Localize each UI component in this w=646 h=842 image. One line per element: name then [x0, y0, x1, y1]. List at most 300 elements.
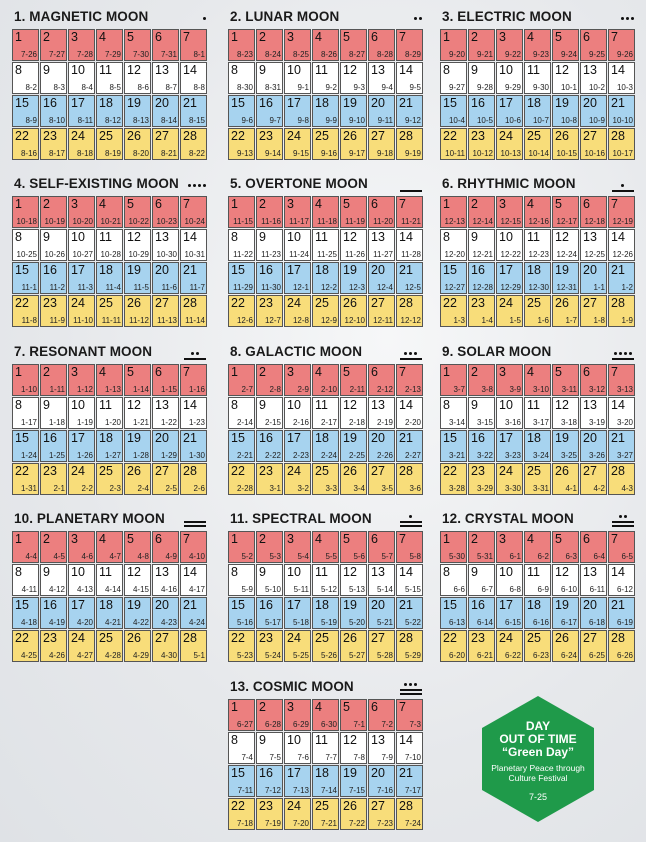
day-number: 8 [443, 565, 450, 579]
day-number: 26 [343, 464, 357, 478]
day-number: 27 [371, 464, 385, 478]
day-cell [496, 295, 523, 327]
day-cell [396, 531, 423, 563]
day-number: 21 [399, 431, 413, 445]
day-cell [180, 128, 207, 160]
day-number: 25 [315, 464, 329, 478]
gregorian-date: 2-9 [297, 385, 309, 394]
day-cell [552, 128, 579, 160]
gregorian-date: 12-31 [556, 283, 577, 292]
tone-dot [198, 184, 201, 187]
day-cell [180, 364, 207, 396]
gregorian-date: 1-31 [20, 484, 37, 493]
gregorian-date: 2-2 [81, 484, 93, 493]
gregorian-date: 3-20 [616, 418, 633, 427]
day-number: 3 [287, 30, 294, 44]
day-number: 20 [583, 431, 597, 445]
day-cell [180, 29, 207, 61]
day-cell [468, 29, 495, 61]
moon-header [440, 175, 638, 195]
gregorian-date: 1-17 [20, 418, 37, 427]
gregorian-date: 7-11 [237, 786, 253, 795]
tone-bar [184, 358, 206, 360]
gregorian-date: 10-4 [448, 116, 465, 125]
gregorian-date: 8-25 [292, 50, 309, 59]
day-number: 6 [155, 532, 162, 546]
gregorian-date: 9-27 [448, 83, 465, 92]
moon-title: 13. COSMIC MOON [230, 679, 354, 694]
day-cell [524, 531, 551, 563]
day-cell [180, 564, 207, 596]
day-cell [124, 364, 151, 396]
day-cell [96, 430, 123, 462]
day-number: 18 [527, 263, 541, 277]
gregorian-date: 4-12 [48, 585, 65, 594]
day-number: 11 [99, 565, 112, 579]
day-number: 24 [71, 296, 85, 310]
day-number: 1 [15, 532, 22, 546]
moon-title: 11. SPECTRAL MOON [230, 511, 372, 526]
gregorian-date: 5-13 [348, 585, 365, 594]
day-number: 28 [399, 631, 413, 645]
day-cell [396, 262, 423, 294]
gregorian-date: 8-30 [236, 83, 253, 92]
day-cell [396, 699, 423, 731]
tone-dot [626, 17, 629, 20]
gregorian-date: 1-8 [593, 316, 605, 325]
gregorian-date: 12-23 [528, 250, 549, 259]
day-number: 1 [443, 365, 450, 379]
gregorian-date: 10-2 [588, 83, 605, 92]
day-number: 11 [99, 63, 112, 77]
day-cell [40, 295, 67, 327]
gregorian-date: 9-3 [353, 83, 365, 92]
gregorian-date: 10-9 [588, 116, 605, 125]
gregorian-date: 10-20 [72, 217, 93, 226]
day-cell [396, 765, 423, 797]
day-number: 22 [443, 129, 457, 143]
day-cell [440, 229, 467, 261]
gregorian-date: 8-11 [77, 116, 93, 125]
gregorian-date: 5-31 [476, 552, 493, 561]
gregorian-date: 3-26 [588, 451, 605, 460]
day-number: 3 [71, 197, 78, 211]
gregorian-date: 2-22 [264, 451, 281, 460]
day-number: 1 [15, 30, 22, 44]
day-cell [284, 229, 311, 261]
day-number: 17 [287, 766, 301, 780]
day-cell [524, 430, 551, 462]
day-cell [228, 463, 255, 495]
gregorian-date: 9-2 [325, 83, 337, 92]
gregorian-date: 1-24 [20, 451, 37, 460]
moon-day-grid [228, 531, 426, 663]
day-number: 20 [583, 96, 597, 110]
day-cell [440, 564, 467, 596]
gregorian-date: 9-22 [504, 50, 521, 59]
gregorian-date: 5-8 [409, 552, 421, 561]
tone-dot [419, 17, 422, 20]
day-cell [468, 597, 495, 629]
day-cell [40, 128, 67, 160]
day-cell [524, 229, 551, 261]
moon-calendar-11 [228, 510, 426, 660]
day-number: 4 [315, 700, 322, 714]
day-number: 20 [155, 263, 169, 277]
gregorian-date: 10-1 [560, 83, 577, 92]
gregorian-date: 9-26 [616, 50, 633, 59]
day-number: 24 [71, 464, 85, 478]
day-number: 17 [499, 263, 513, 277]
day-number: 13 [371, 398, 385, 412]
day-cell [12, 463, 39, 495]
day-number: 10 [287, 733, 301, 747]
gregorian-date: 5-21 [376, 618, 393, 627]
gregorian-date: 5-7 [381, 552, 393, 561]
day-cell [396, 564, 423, 596]
day-cell [256, 196, 283, 228]
day-cell [368, 430, 395, 462]
gregorian-date: 3-27 [616, 451, 633, 460]
day-number: 12 [127, 398, 141, 412]
gregorian-date: 1-5 [509, 316, 521, 325]
tone-dot [196, 352, 199, 355]
moon-header [12, 175, 210, 195]
day-cell [496, 29, 523, 61]
day-number: 3 [287, 700, 294, 714]
gregorian-date: 6-5 [621, 552, 633, 561]
gregorian-date: 5-25 [292, 651, 309, 660]
day-cell [468, 229, 495, 261]
day-cell [368, 128, 395, 160]
day-cell [580, 364, 607, 396]
gregorian-date: 4-30 [160, 651, 177, 660]
gregorian-date: 10-23 [156, 217, 177, 226]
gregorian-date: 9-18 [376, 149, 393, 158]
day-number: 8 [15, 230, 22, 244]
gregorian-date: 2-8 [269, 385, 281, 394]
tone-dot [414, 352, 417, 355]
tone-dot [629, 352, 632, 355]
day-cell [396, 630, 423, 662]
gregorian-date: 11-26 [345, 250, 365, 259]
day-cell [340, 29, 367, 61]
day-cell [256, 95, 283, 127]
gregorian-date: 4-5 [53, 552, 65, 561]
day-cell [12, 262, 39, 294]
moon-calendar-4 [12, 175, 210, 325]
gregorian-date: 2-10 [320, 385, 337, 394]
day-number: 6 [155, 197, 162, 211]
day-cell [228, 295, 255, 327]
day-number: 18 [99, 96, 113, 110]
day-cell [256, 564, 283, 596]
gregorian-date: 8-28 [376, 50, 393, 59]
day-number: 13 [371, 230, 385, 244]
moon-title: 5. OVERTONE MOON [230, 176, 368, 191]
gregorian-date: 2-26 [376, 451, 393, 460]
day-number: 25 [99, 631, 113, 645]
tone-bar [612, 521, 634, 523]
day-cell [440, 397, 467, 429]
day-number: 2 [43, 532, 50, 546]
day-cell [96, 531, 123, 563]
day-number: 11 [99, 230, 112, 244]
day-number: 23 [259, 129, 273, 143]
gregorian-date: 5-20 [348, 618, 365, 627]
moon-calendar-3 [440, 8, 638, 158]
day-cell [96, 364, 123, 396]
gregorian-date: 2-25 [348, 451, 365, 460]
gregorian-date: 11-6 [161, 283, 177, 292]
day-cell [368, 196, 395, 228]
gregorian-date: 11-22 [233, 250, 253, 259]
day-number: 3 [287, 365, 294, 379]
tone-dot [619, 352, 622, 355]
gregorian-date: 10-11 [445, 149, 465, 158]
gregorian-date: 7-28 [76, 50, 93, 59]
day-number: 26 [555, 631, 569, 645]
day-number: 22 [15, 464, 29, 478]
gregorian-date: 10-17 [612, 149, 633, 158]
moon-calendar-13 [228, 678, 426, 828]
gregorian-date: 2-12 [376, 385, 393, 394]
tone-glyph-icon [178, 177, 206, 193]
day-number: 15 [443, 96, 457, 110]
gregorian-date: 8-6 [137, 83, 149, 92]
day-number: 10 [71, 398, 85, 412]
gregorian-date: 5-28 [376, 651, 393, 660]
day-number: 16 [259, 598, 273, 612]
day-cell [124, 29, 151, 61]
day-cell [396, 397, 423, 429]
day-number: 5 [555, 532, 562, 546]
day-number: 10 [287, 565, 301, 579]
day-number: 27 [155, 129, 169, 143]
day-number: 6 [583, 532, 590, 546]
day-cell [496, 95, 523, 127]
day-cell [468, 62, 495, 94]
day-cell [96, 196, 123, 228]
day-cell [96, 95, 123, 127]
gregorian-date: 8-22 [188, 149, 205, 158]
gregorian-date: 1-6 [537, 316, 549, 325]
day-number: 16 [259, 96, 273, 110]
day-cell [152, 397, 179, 429]
gregorian-date: 12-1 [292, 283, 309, 292]
day-cell [68, 128, 95, 160]
day-number: 10 [287, 230, 301, 244]
gregorian-date: 6-7 [481, 585, 493, 594]
gregorian-date: 11-25 [317, 250, 337, 259]
day-cell [228, 699, 255, 731]
day-number: 6 [155, 30, 162, 44]
day-number: 12 [343, 230, 357, 244]
gregorian-date: 8-9 [25, 116, 37, 125]
day-cell [440, 295, 467, 327]
gregorian-date: 10-18 [16, 217, 37, 226]
day-number: 23 [471, 296, 485, 310]
day-cell [12, 295, 39, 327]
day-number: 18 [99, 431, 113, 445]
gregorian-date: 4-8 [137, 552, 149, 561]
gregorian-date: 3-16 [504, 418, 521, 427]
day-cell [368, 630, 395, 662]
gregorian-date: 12-17 [556, 217, 577, 226]
day-number: 8 [231, 230, 238, 244]
gregorian-date: 5-11 [293, 585, 309, 594]
gregorian-date: 9-30 [532, 83, 549, 92]
gregorian-date: 7-13 [292, 786, 309, 795]
day-cell [40, 229, 67, 261]
day-number: 9 [259, 63, 266, 77]
day-cell [180, 295, 207, 327]
gregorian-date: 5-30 [448, 552, 465, 561]
moon-header [440, 343, 638, 363]
day-cell [340, 295, 367, 327]
gregorian-date: 11-7 [189, 283, 205, 292]
day-number: 25 [527, 296, 541, 310]
gregorian-date: 5-15 [404, 585, 421, 594]
gregorian-date: 6-17 [560, 618, 577, 627]
day-cell [96, 597, 123, 629]
day-cell [608, 430, 635, 462]
moon-title: 12. CRYSTAL MOON [442, 511, 574, 526]
day-cell [124, 463, 151, 495]
day-number: 3 [499, 30, 506, 44]
day-cell [312, 262, 339, 294]
gregorian-date: 1-9 [621, 316, 633, 325]
gregorian-date: 12-19 [612, 217, 633, 226]
gregorian-date: 3-30 [504, 484, 521, 493]
day-cell [96, 62, 123, 94]
day-number: 23 [471, 464, 485, 478]
day-cell [524, 62, 551, 94]
tone-glyph-icon [394, 345, 422, 361]
day-number: 3 [71, 532, 78, 546]
gregorian-date: 12-7 [264, 316, 281, 325]
day-cell [396, 364, 423, 396]
day-cell [12, 531, 39, 563]
day-number: 9 [43, 565, 50, 579]
gregorian-date: 10-14 [528, 149, 549, 158]
gregorian-date: 6-21 [476, 651, 493, 660]
moon-day-grid [440, 364, 638, 496]
gregorian-date: 9-6 [241, 116, 253, 125]
day-cell [396, 196, 423, 228]
day-number: 3 [499, 197, 506, 211]
gregorian-date: 8-27 [348, 50, 365, 59]
day-cell [340, 430, 367, 462]
day-cell [496, 62, 523, 94]
day-cell [524, 295, 551, 327]
tone-dot [414, 683, 417, 686]
gregorian-date: 1-29 [160, 451, 177, 460]
gregorian-date: 3-1 [269, 484, 281, 493]
day-cell [284, 397, 311, 429]
day-number: 2 [259, 197, 266, 211]
tone-dot [624, 515, 627, 518]
moon-day-grid [12, 531, 210, 663]
day-number: 28 [399, 296, 413, 310]
moon-title: 8. GALACTIC MOON [230, 344, 363, 359]
tone-bar [184, 525, 206, 527]
gregorian-date: 2-28 [236, 484, 253, 493]
day-number: 21 [611, 263, 625, 277]
day-cell [552, 531, 579, 563]
gregorian-date: 8-13 [132, 116, 149, 125]
gregorian-date: 11-8 [21, 316, 37, 325]
day-number: 10 [499, 565, 513, 579]
gregorian-date: 10-13 [500, 149, 521, 158]
day-cell [228, 765, 255, 797]
day-number: 6 [371, 365, 378, 379]
day-number: 24 [287, 296, 301, 310]
day-cell [152, 531, 179, 563]
day-cell [124, 430, 151, 462]
day-cell [468, 262, 495, 294]
gregorian-date: 2-18 [348, 418, 365, 427]
day-number: 21 [183, 598, 197, 612]
day-cell [180, 196, 207, 228]
day-number: 15 [231, 598, 245, 612]
day-cell [96, 630, 123, 662]
day-number: 22 [231, 296, 245, 310]
gregorian-date: 1-21 [132, 418, 149, 427]
day-cell [608, 564, 635, 596]
gregorian-date: 1-4 [481, 316, 493, 325]
day-cell [228, 430, 255, 462]
day-cell [608, 630, 635, 662]
gregorian-date: 2-27 [404, 451, 421, 460]
day-cell [608, 262, 635, 294]
day-cell [40, 196, 67, 228]
day-number: 16 [43, 96, 57, 110]
moon-calendar-10 [12, 510, 210, 660]
gregorian-date: 1-16 [188, 385, 205, 394]
day-number: 19 [555, 263, 569, 277]
gregorian-date: 11-3 [77, 283, 93, 292]
day-cell [524, 128, 551, 160]
gregorian-date: 5-26 [320, 651, 337, 660]
day-number: 5 [343, 197, 350, 211]
gregorian-date: 11-13 [157, 316, 177, 325]
gregorian-date: 7-27 [48, 50, 65, 59]
day-cell [440, 630, 467, 662]
day-cell [608, 196, 635, 228]
day-cell [468, 295, 495, 327]
day-cell [256, 397, 283, 429]
gregorian-date: 12-22 [500, 250, 521, 259]
day-cell [440, 62, 467, 94]
day-number: 27 [583, 631, 597, 645]
day-number: 11 [527, 565, 540, 579]
day-cell [580, 295, 607, 327]
day-cell [552, 62, 579, 94]
day-number: 28 [183, 464, 197, 478]
day-number: 21 [399, 598, 413, 612]
day-cell [12, 430, 39, 462]
day-cell [368, 463, 395, 495]
day-number: 9 [259, 565, 266, 579]
day-cell [440, 597, 467, 629]
day-number: 28 [611, 129, 625, 143]
gregorian-date: 6-28 [264, 720, 281, 729]
gregorian-date: 4-28 [104, 651, 121, 660]
tone-bar [400, 525, 422, 527]
day-cell [124, 262, 151, 294]
tone-dot [409, 683, 412, 686]
